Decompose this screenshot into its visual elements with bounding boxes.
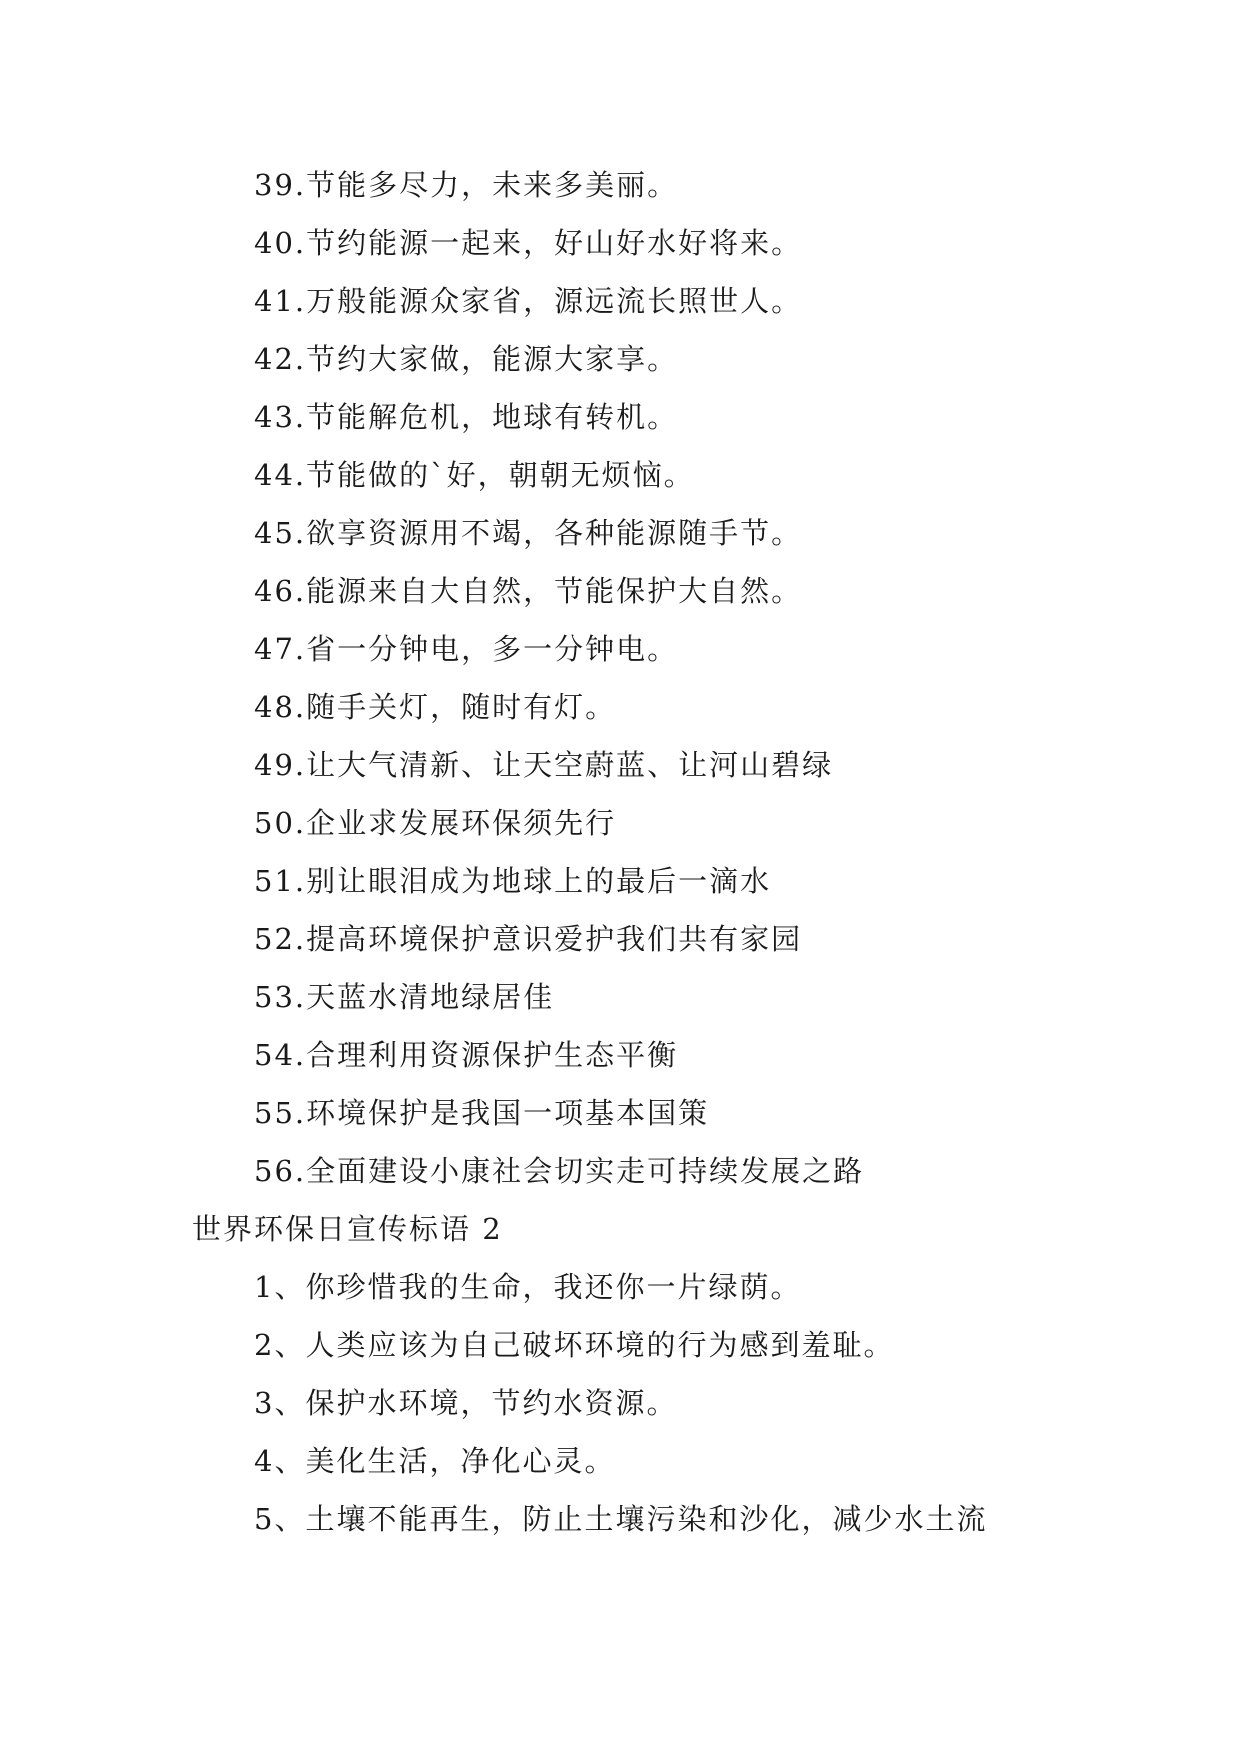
list-item: 43.节能解危机，地球有转机。 <box>254 400 679 434</box>
list-item: 40.节约能源一起来，好山好水好将来。 <box>254 226 803 260</box>
list-item: 53.天蓝水清地绿居佳 <box>254 980 555 1014</box>
list-item: 42.节约大家做，能源大家享。 <box>254 342 679 376</box>
list-item: 51.别让眼泪成为地球上的最后一滴水 <box>254 864 772 898</box>
section-heading: 世界环保日宣传标语 2 <box>192 1212 503 1246</box>
list-item: 1、你珍惜我的生命，我还你一片绿荫。 <box>254 1270 802 1304</box>
list-item: 52.提高环境保护意识爱护我们共有家园 <box>254 922 803 956</box>
list-item: 4、美化生活，净化心灵。 <box>254 1444 616 1478</box>
list-item: 50.企业求发展环保须先行 <box>254 806 617 840</box>
list-item: 55.环境保护是我国一项基本国策 <box>254 1096 710 1130</box>
list-item: 41.万般能源众家省，源远流长照世人。 <box>254 284 803 318</box>
list-item: 48.随手关灯，随时有灯。 <box>254 690 617 724</box>
list-item: 56.全面建设小康社会切实走可持续发展之路 <box>254 1154 865 1188</box>
list-item: 39.节能多尽力，未来多美丽。 <box>254 168 679 202</box>
list-item: 5、土壤不能再生，防止土壤污染和沙化，减少水土流 <box>254 1502 988 1536</box>
list-item: 2、人类应该为自己破坏环境的行为感到羞耻。 <box>254 1328 895 1362</box>
list-item: 46.能源来自大自然，节能保护大自然。 <box>254 574 803 608</box>
list-item: 45.欲享资源用不竭，各种能源随手节。 <box>254 516 803 550</box>
list-item: 44.节能做的`好，朝朝无烦恼。 <box>254 458 695 492</box>
list-item: 54.合理利用资源保护生态平衡 <box>254 1038 679 1072</box>
list-item: 49.让大气清新、让天空蔚蓝、让河山碧绿 <box>254 748 834 782</box>
list-item: 3、保护水环境，节约水资源。 <box>254 1386 678 1420</box>
list-item: 47.省一分钟电，多一分钟电。 <box>254 632 679 666</box>
